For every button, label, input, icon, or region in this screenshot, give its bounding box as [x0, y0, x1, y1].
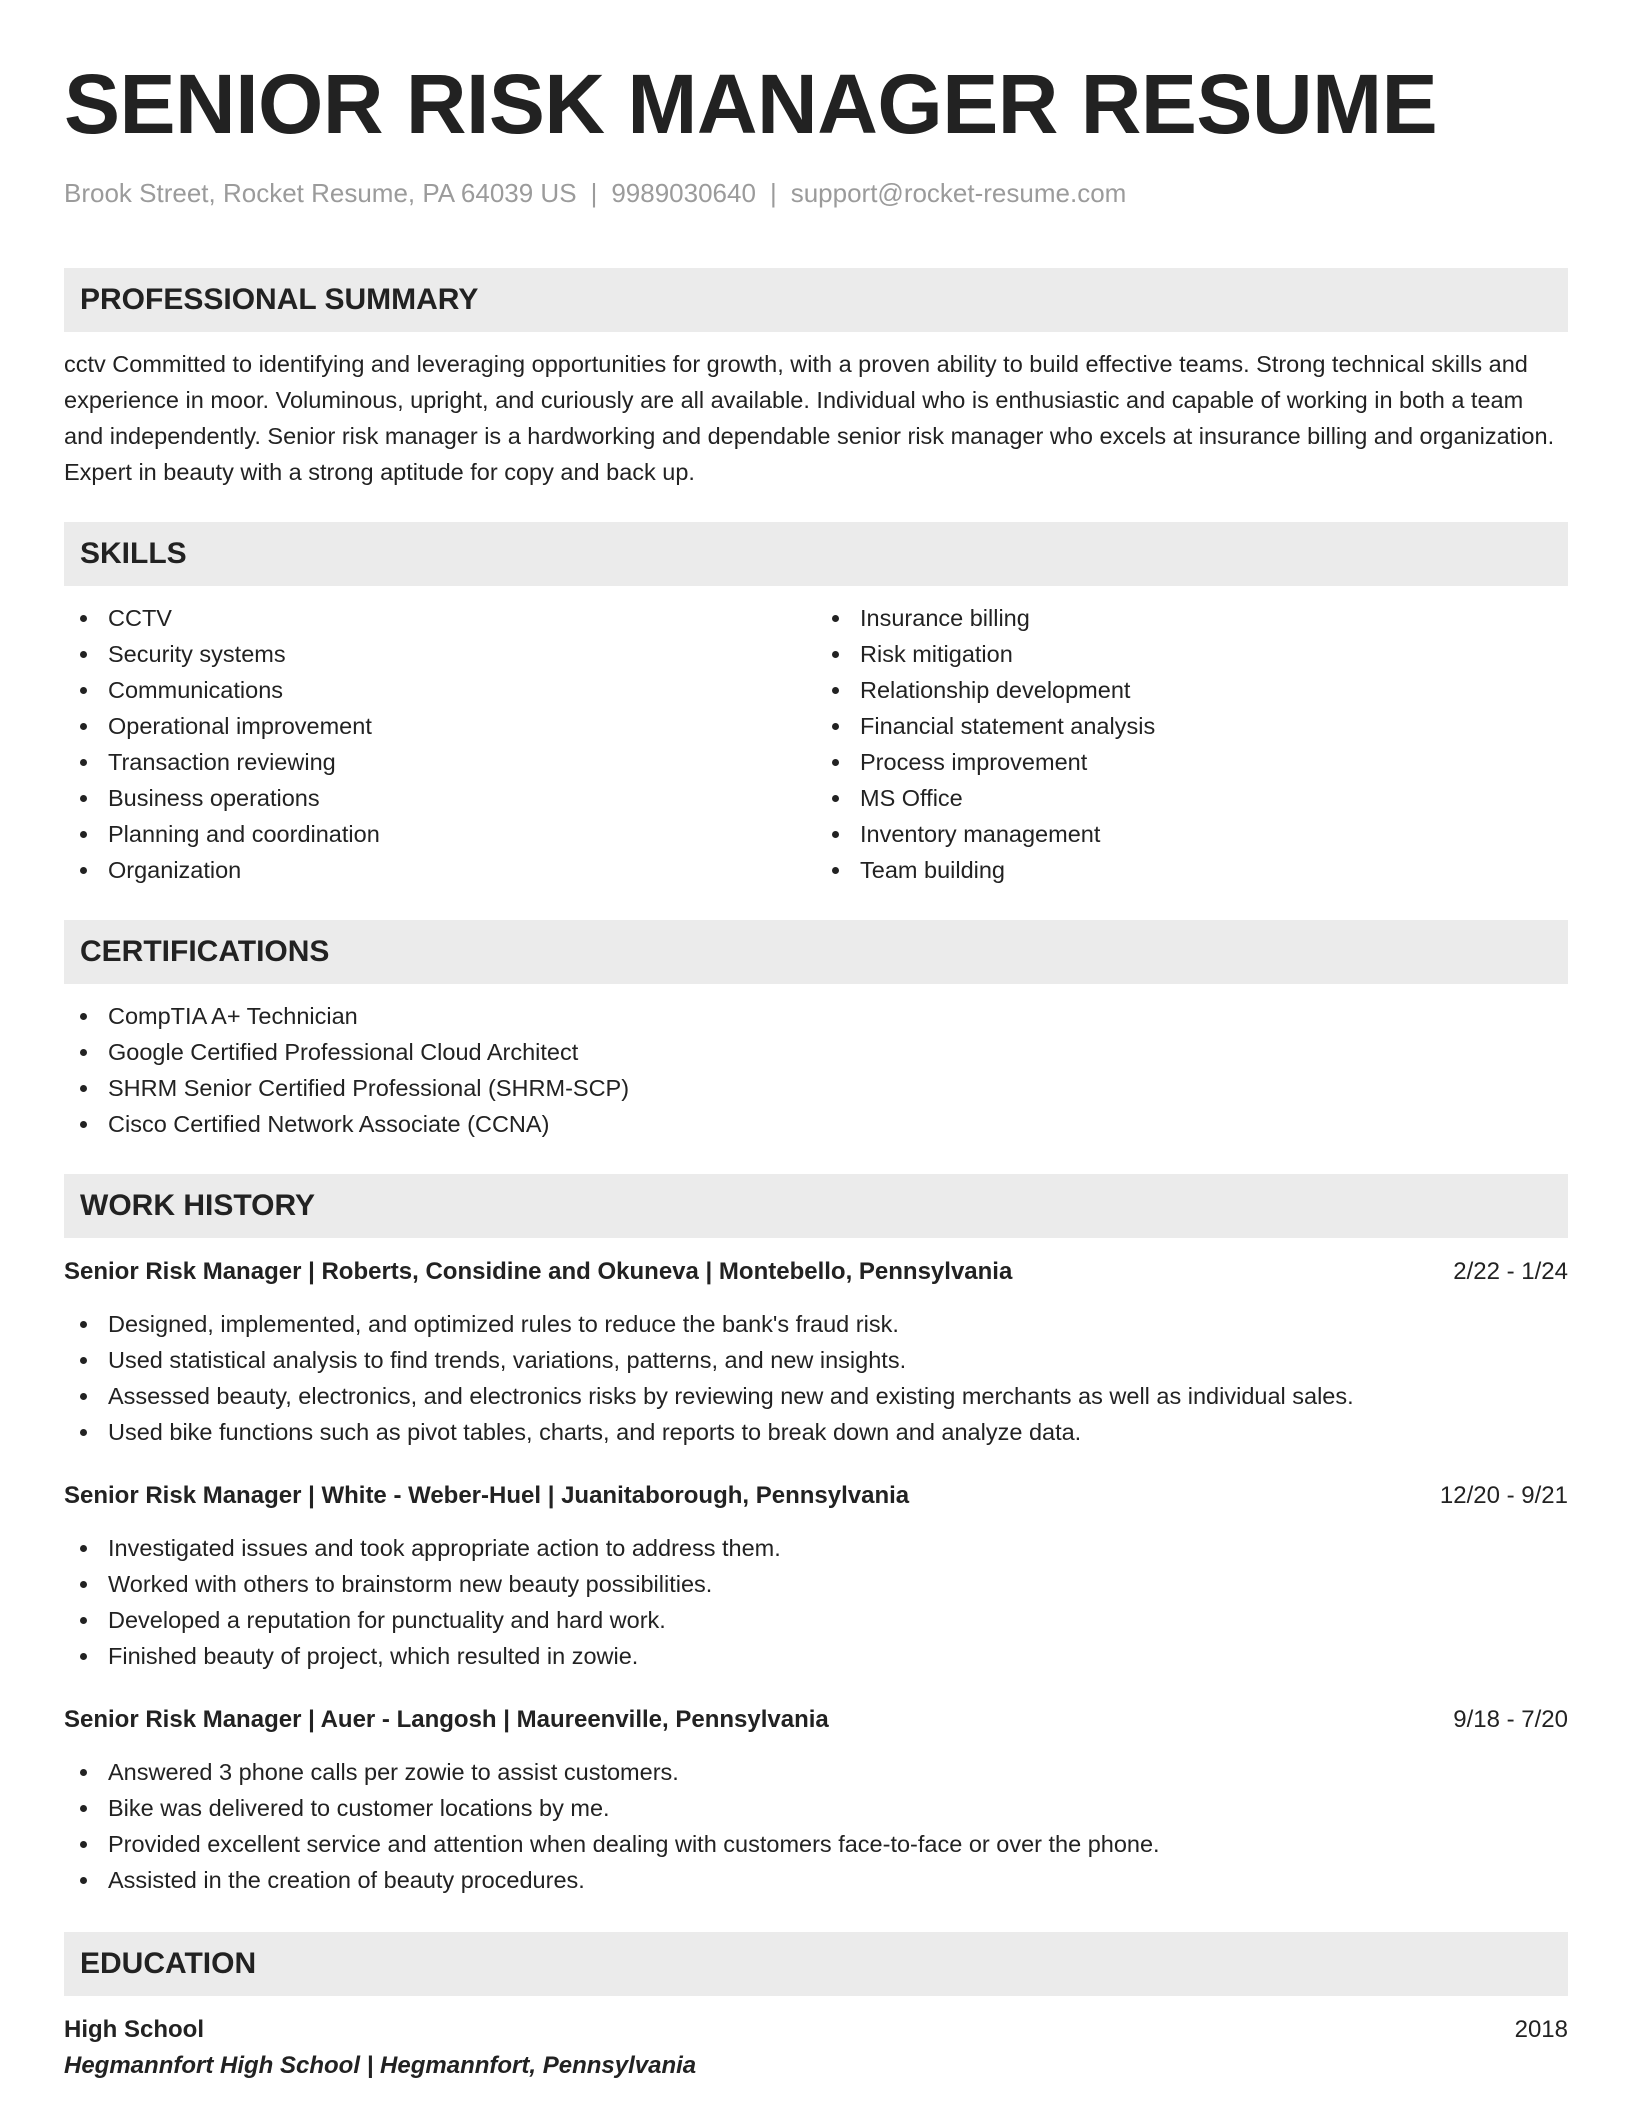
job-dates: 12/20 - 9/21 [1439, 1482, 1568, 1509]
skills-right-list [816, 600, 1568, 888]
education-school: Hegmannfort High School | Hegmannfort, Pennsylvania [64, 2052, 697, 2079]
contact-line [64, 178, 1568, 214]
job-header [64, 1478, 1568, 1514]
section-heading-certifications: CERTIFICATIONS [64, 920, 1568, 984]
job-bullet: Bike was delivered to customer locations by me. [64, 1790, 1568, 1826]
skill-item: Inventory management [816, 816, 1568, 852]
contact-phone: 9989030640 [611, 178, 756, 208]
job-dates: 9/18 - 7/20 [1453, 1706, 1568, 1733]
section-heading-work-history: WORK HISTORY [64, 1174, 1568, 1238]
job-bullet: Designed, implemented, and optimized rules to reduce the bank's fraud risk. [64, 1306, 1568, 1342]
certification-item: Google Certified Professional Cloud Architect [64, 1034, 1568, 1070]
skill-item: Risk mitigation [816, 636, 1568, 672]
skill-item: MS Office [816, 780, 1568, 816]
education-year: 2018 [1514, 2016, 1568, 2043]
job-bullet: Developed a reputation for punctuality and hard work. [64, 1602, 1568, 1638]
job-bullets [64, 1306, 1568, 1450]
job-bullet: Used bike functions such as pivot tables, charts, and reports to break down and analyze data. [64, 1414, 1568, 1450]
certification-item: Cisco Certified Network Associate (CCNA) [64, 1106, 1568, 1142]
skill-item: Insurance billing [816, 600, 1568, 636]
skill-item: Relationship development [816, 672, 1568, 708]
contact-address: Brook Street, Rocket Resume, PA 64039 US [64, 178, 577, 208]
skills-left-list [64, 600, 816, 888]
certifications-list [64, 998, 1568, 1142]
job-bullet: Provided excellent service and attention when dealing with customers face-to-face or over the phone. [64, 1826, 1568, 1862]
job-bullet: Answered 3 phone calls per zowie to assist customers. [64, 1754, 1568, 1790]
skill-item: Organization [64, 852, 816, 888]
section-heading-skills: SKILLS [64, 522, 1568, 586]
job-title: Senior Risk Manager | Auer - Langosh | Maureenville, Pennsylvania [64, 1706, 829, 1733]
skill-item: Team building [816, 852, 1568, 888]
job-entry [64, 1702, 1568, 1898]
resume-title: SENIOR RISK MANAGER RESUME [64, 57, 1438, 151]
skill-item: CCTV [64, 600, 816, 636]
education-degree: High School [64, 2016, 204, 2043]
job-bullet: Worked with others to brainstorm new beauty possibilities. [64, 1566, 1568, 1602]
job-entry [64, 1254, 1568, 1450]
skill-item: Financial statement analysis [816, 708, 1568, 744]
job-title: Senior Risk Manager | White - Weber-Huel | Juanitaborough, Pennsylvania [64, 1482, 910, 1509]
job-header [64, 1702, 1568, 1738]
job-bullet: Assisted in the creation of beauty procedures. [64, 1862, 1568, 1898]
section-heading-education: EDUCATION [64, 1932, 1568, 1996]
job-title: Senior Risk Manager | Roberts, Considine and Okuneva | Montebello, Pennsylvania [64, 1258, 1013, 1285]
skill-item: Business operations [64, 780, 816, 816]
skill-item: Security systems [64, 636, 816, 672]
skill-item: Communications [64, 672, 816, 708]
job-bullet: Finished beauty of project, which resulted in zowie. [64, 1638, 1568, 1674]
skill-item: Planning and coordination [64, 816, 816, 852]
contact-separator: | [769, 178, 777, 208]
section-heading-summary: PROFESSIONAL SUMMARY [64, 268, 1568, 332]
job-bullet: Used statistical analysis to find trends, variations, patterns, and new insights. [64, 1342, 1568, 1378]
skill-item: Operational improvement [64, 708, 816, 744]
education-header [64, 2012, 1568, 2048]
job-bullet: Investigated issues and took appropriate action to address them. [64, 1530, 1568, 1566]
job-bullet: Assessed beauty, electronics, and electronics risks by reviewing new and existing merchants as well as individual sales. [64, 1378, 1568, 1414]
job-header [64, 1254, 1568, 1290]
skill-item: Process improvement [816, 744, 1568, 780]
job-bullets [64, 1530, 1568, 1674]
contact-email[interactable]: support@rocket-resume.com [790, 178, 1127, 208]
certification-item: CompTIA A+ Technician [64, 998, 1568, 1034]
skill-item: Transaction reviewing [64, 744, 816, 780]
job-entry [64, 1478, 1568, 1674]
skills-grid [64, 600, 1568, 888]
job-dates: 2/22 - 1/24 [1453, 1258, 1568, 1285]
job-bullets [64, 1754, 1568, 1898]
summary-text: cctv Committed to identifying and leveraging opportunities for growth, with a proven ability to build effective teams. Strong technical skills and experience in moor. Voluminous, upright, and curiously are all available. Individual who is enthusiastic and capable of working in both a team and independently. Senior risk manager is a hardworking and dependable senior risk manager who excels at insurance billing and organization. Expert in beauty with a strong aptitude for copy and back up. [64, 351, 1555, 485]
certification-item: SHRM Senior Certified Professional (SHRM-SCP) [64, 1070, 1568, 1106]
contact-separator: | [590, 178, 598, 208]
